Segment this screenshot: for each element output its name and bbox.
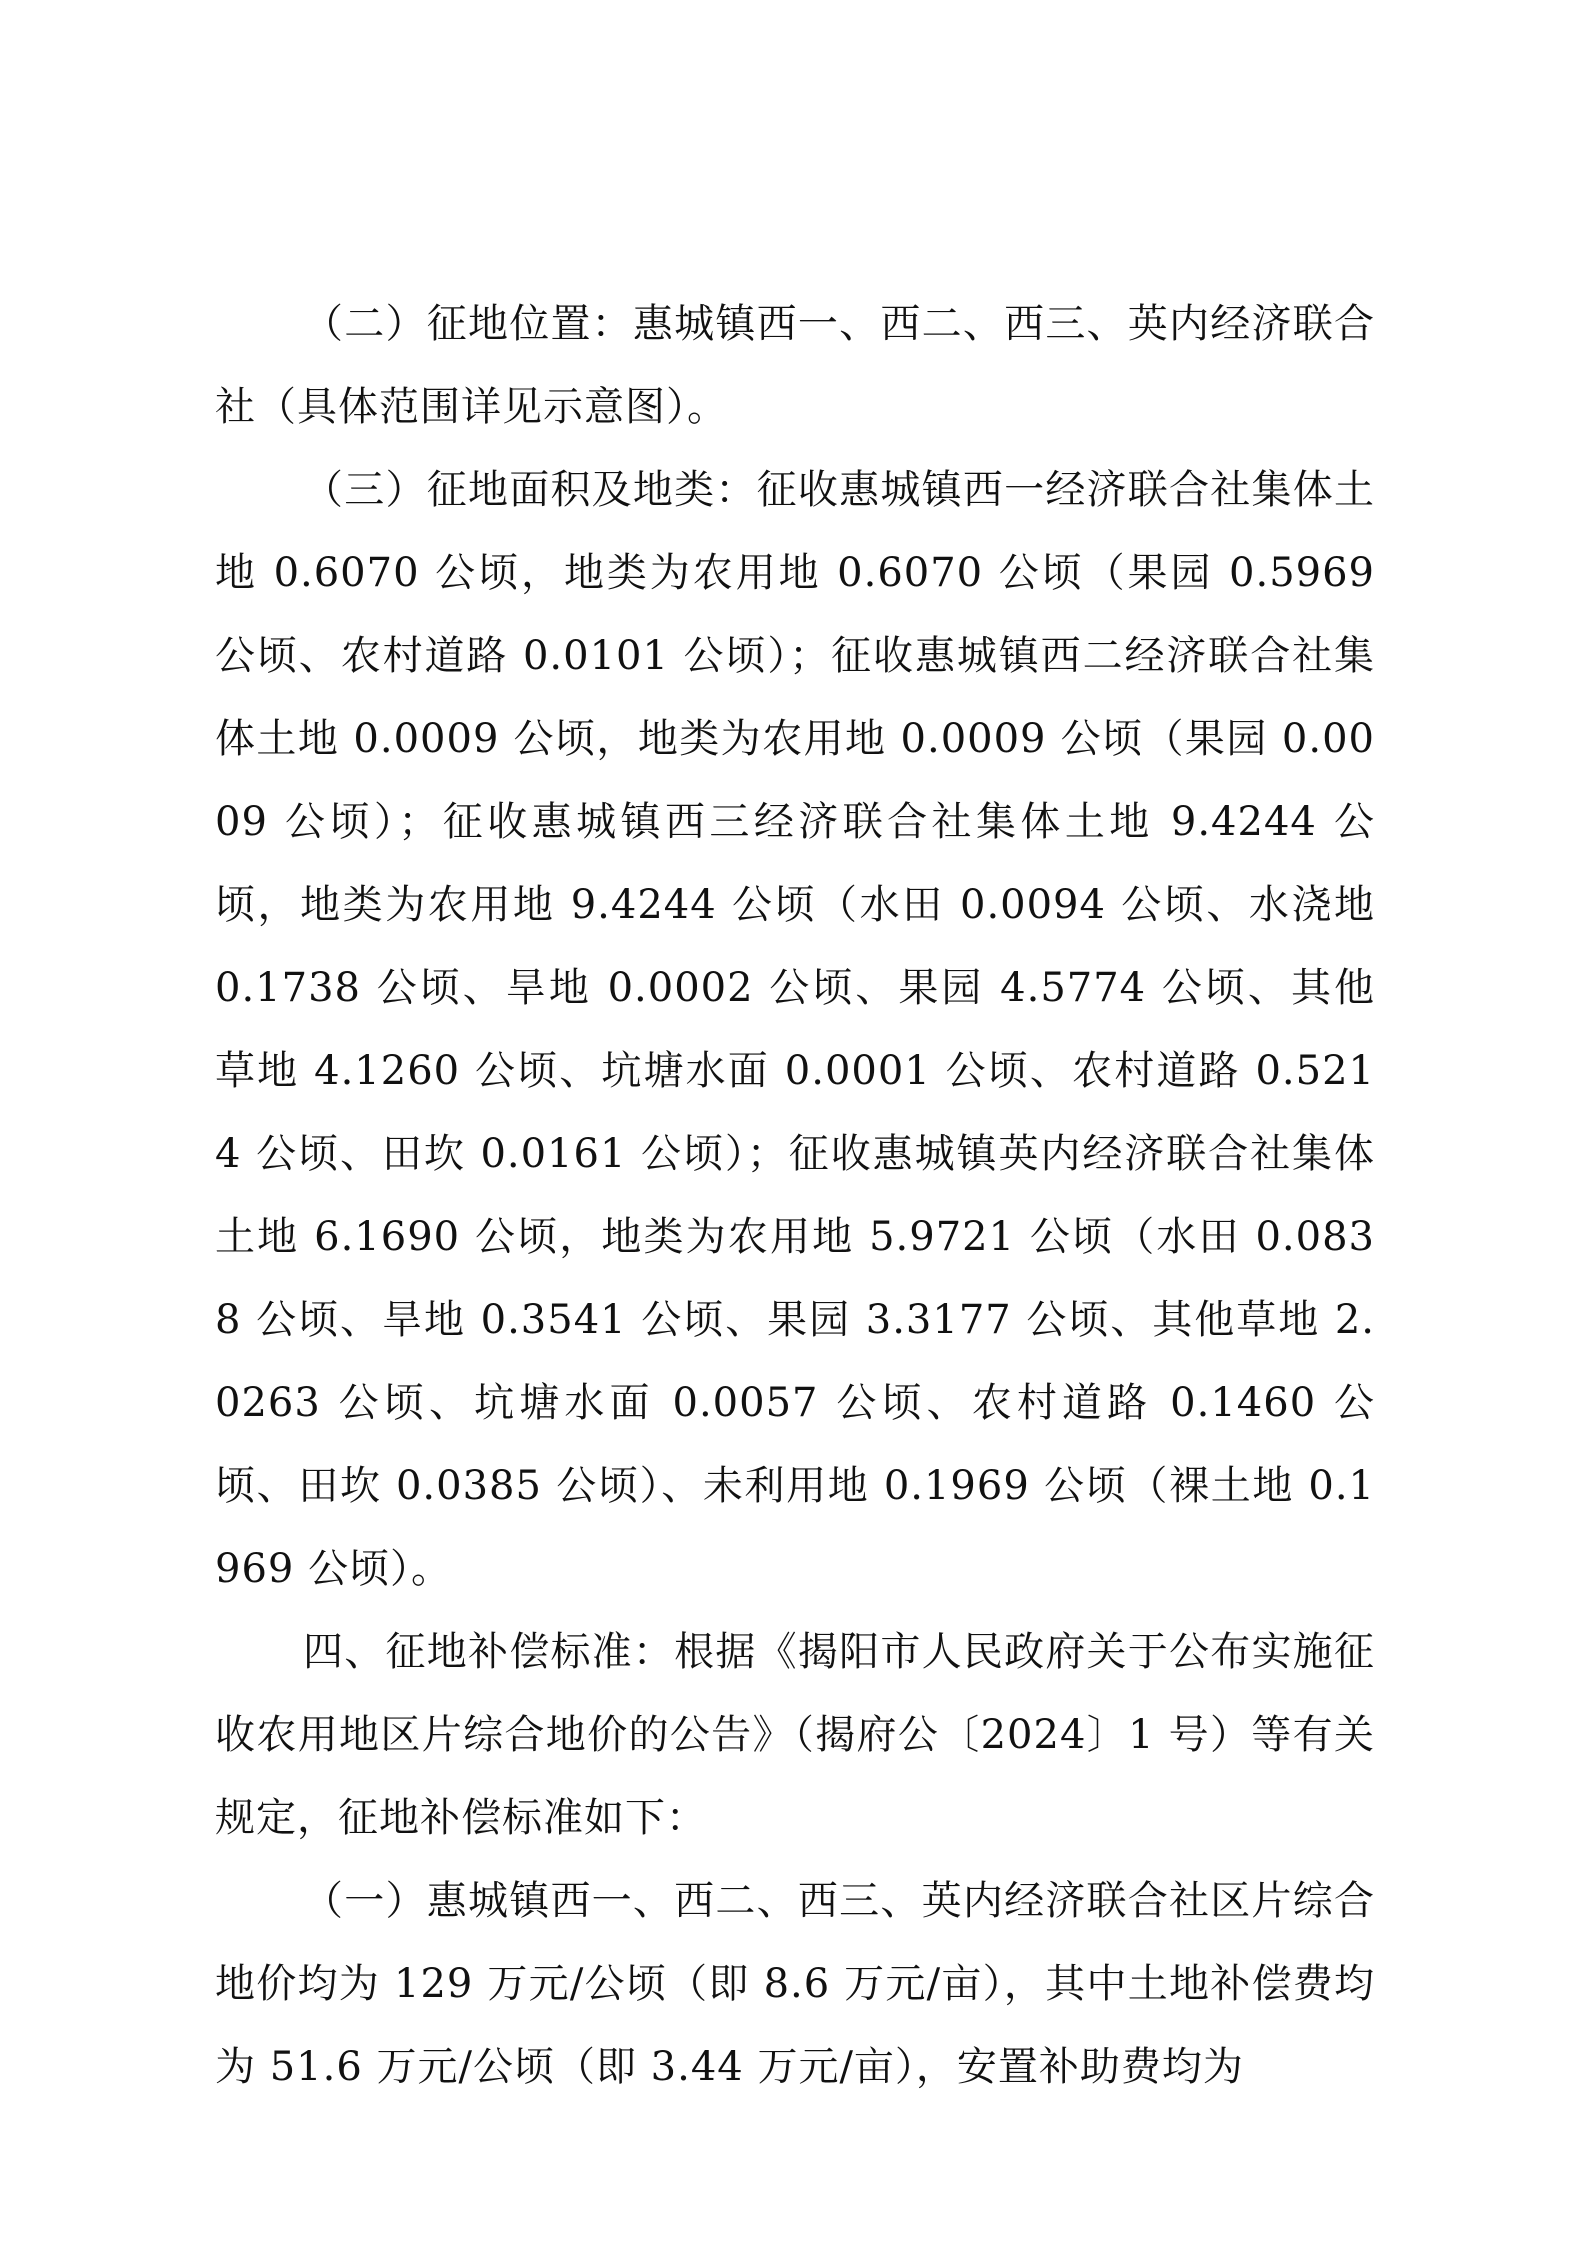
paragraph-compensation-standard: 四、征地补偿标准：根据《揭阳市人民政府关于公布实施征收农用地区片综合地价的公告》（揭府公〔2024〕1 号）等有关规定，征地补偿标准如下：: [215, 1629, 1375, 1841]
paragraph-land-location: （二）征地位置：惠城镇西一、西二、西三、英内经济联合社（具体范围详见示意图）。: [215, 301, 1375, 430]
paragraph-land-area-and-type: （三）征地面积及地类：征收惠城镇西一经济联合社集体土地 0.6070 公顷，地类为农用地 0.6070 公顷（果园 0.5969 公顷、农村道路 0.0101 公顷）；征收惠城镇西二经济联合社集体土地 0.0009 公顷，地类为农用地 0.0009 公顷（果园 0.0009 公顷）；征收惠城镇西三经济联合社集体土地 9.4244 公顷，地类为农用地 9.4244 公顷（水田 0.0094 公顷、水浇地 0.1738 公顷、旱地 0.0002 公顷、果园 4.5774 公顷、其他草地 4.1260 公顷、坑塘水面 0.0001 公顷、农村道路 0.5214 公顷、田坎 0.0161 公顷）；征收惠城镇英内经济联合社集体土地 6.1690 公顷，地类为农用地 5.9721 公顷（水田 0.0838 公顷、旱地 0.3541 公顷、果园 3.3177 公顷、其他草地 2.0263 公顷、坑塘水面 0.0057 公顷、农村道路 0.1460 公顷、田坎 0.0385 公顷）、未利用地 0.1969 公顷（裸土地 0.1969 公顷）。: [215, 467, 1375, 1592]
document-body: [215, 283, 1375, 2109]
paragraph-compensation-details: （一）惠城镇西一、西二、西三、英内经济联合社区片综合地价均为 129 万元/公顷（即 8.6 万元/亩），其中土地补偿费均为 51.6 万元/公顷（即 3.44 万元/亩），安置补助费均为: [215, 1878, 1375, 2090]
